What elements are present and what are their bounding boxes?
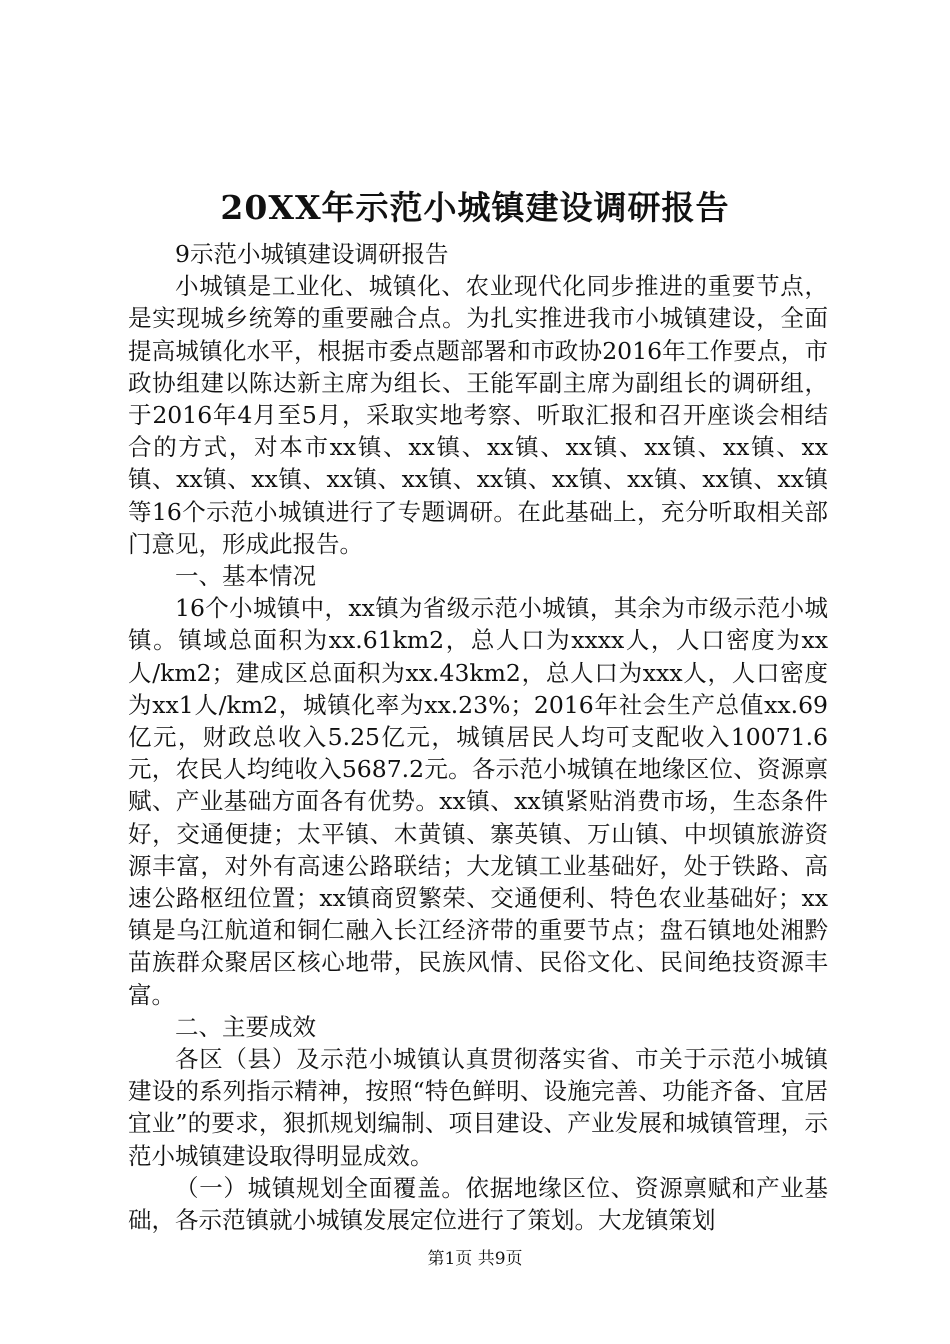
paragraph-results: 各区（县）及示范小城镇认真贯彻落实省、市关于示范小城镇建设的系列指示精神，按照“特色鲜明、设施完善、功能齐备、宜居宜业”的要求，狠抓规划编制、项目建设、产业发展和城镇管理，示范小城镇建设取得明显成效。 [128, 1045, 828, 1170]
paragraph-basic-info: 16个小城镇中，xx镇为省级示范小城镇，其余为市级示范小城镇。镇域总面积为xx.61km2，总人口为xxxx人，人口密度为xx人/km2；建成区总面积为xx.43km2，总人口为xxx人，人口密度为xx1人/km2，城镇化率为xx.23%；2016年社会生产总值xx.69亿元，财政总收入5.25亿元，城镇居民人均可支配收入10071.6元，农民人均纯收入5687.2元。各示范小城镇在地缘区位、资源禀赋、产业基础方面各有优势。xx镇、xx镇紧贴消费市场，生态条件好，交通便捷；太平镇、木黄镇、寨英镇、万山镇、中坝镇旅游资源丰富，对外有高速公路联结；大龙镇工业基础好，处于铁路、高速公路枢纽位置；xx镇商贸繁荣、交通便利、特色农业基础好；xx镇是乌江航道和铜仁融入长江经济带的重要节点；盘石镇地处湘黔苗族群众聚居区核心地带，民族风情、民俗文化、民间绝技资源丰富。 [128, 594, 828, 1009]
paragraph-intro: 小城镇是工业化、城镇化、农业现代化同步推进的重要节点，是实现城乡统筹的重要融合点。为扎实推进我市小城镇建设，全面提高城镇化水平，根据市委点题部署和市政协2016年工作要点，市政协组建以陈达新主席为组长、王能军副主席为副组长的调研组，于2016年4月至5月，采取实地考察、听取汇报和召开座谈会相结合的方式，对本市xx镇、xx镇、xx镇、xx镇、xx镇、xx镇、xx镇、xx镇、xx镇、xx镇、xx镇、xx镇、xx镇、xx镇、xx镇、xx镇等16个示范小城镇进行了专题调研。在此基础上，充分听取相关部门意见，形成此报告。 [128, 272, 828, 558]
paragraph-planning: （一）城镇规划全面覆盖。依据地缘区位、资源禀赋和产业基础，各示范镇就小城镇发展定位进行了策划。大龙镇策划 [128, 1173, 828, 1235]
document-body [128, 238, 828, 1236]
section-heading-results: 二、主要成效 [175, 1012, 316, 1041]
document-title: 20XX年示范小城镇建设调研报告 [220, 188, 730, 227]
paragraph-subtitle: 9示范小城镇建设调研报告 [175, 240, 449, 268]
page-number: 第1页 共9页 [427, 1249, 523, 1269]
section-heading-basic: 一、基本情况 [175, 562, 316, 591]
